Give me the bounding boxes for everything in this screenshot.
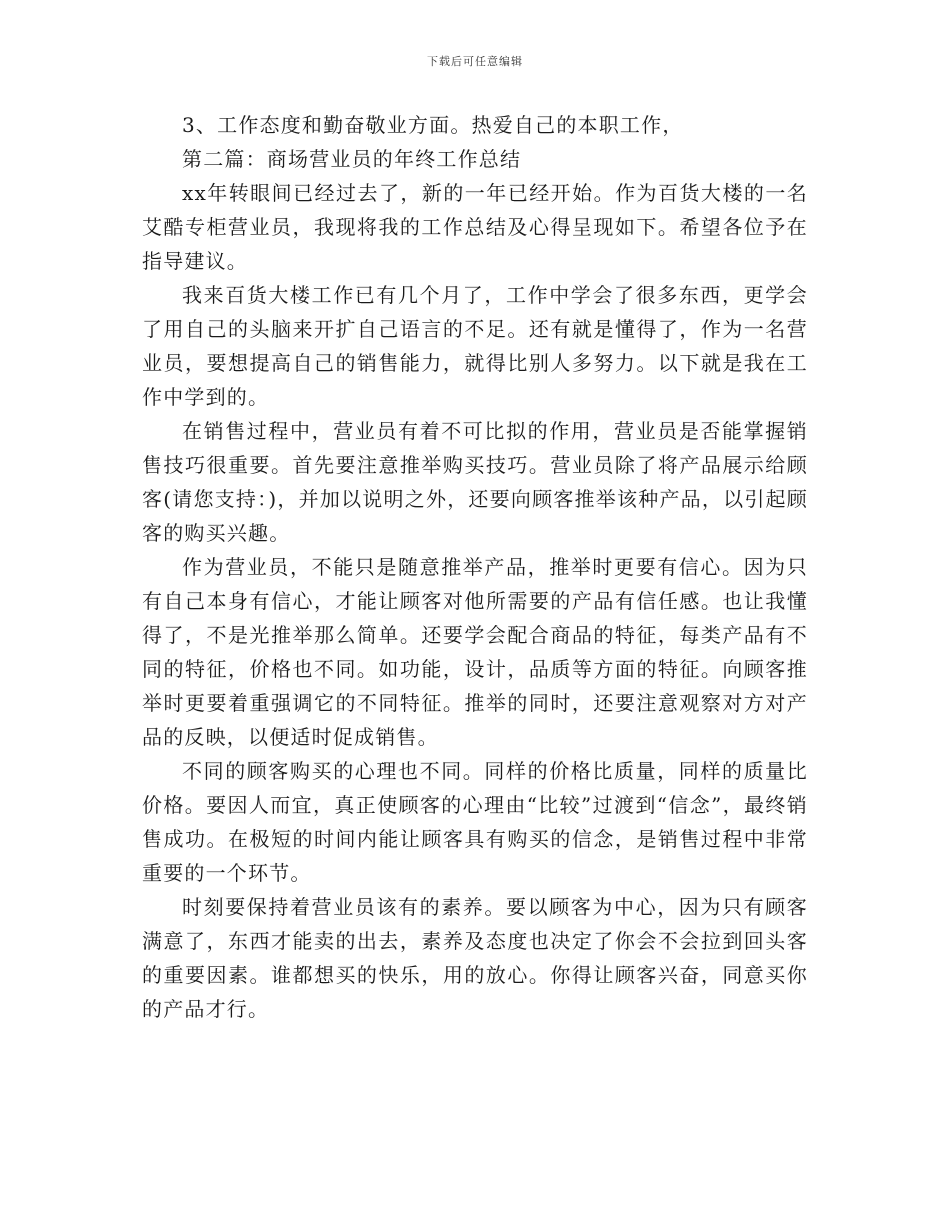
paragraph: 不同的顾客购买的心理也不同。同样的价格比质量，同样的质量比价格。要因人而宜，真正使顾客的心理由“比较”过渡到“信念”，最终销售成功。在极短的时间内能让顾客具有购买的信念，是销售过程中非常重要的一个环节。 [142, 759, 808, 885]
paragraph: 在销售过程中，营业员有着不可比拟的作用，营业员是否能掌握销售技巧很重要。首先要注意推举购买技巧。营业员除了将产品展示给顾客(请您支持：)，并加以说明之外，还要向顾客推举该种产品，以引起顾客的购买兴趣。 [142, 419, 808, 545]
paragraph: xx年转眼间已经过去了，新的一年已经开始。作为百货大楼的一名艾酷专柜营业员，我现将我的工作总结及心得呈现如下。希望各位予在指导建议。 [142, 181, 808, 273]
header-note: 下载后可任意编辑 [427, 55, 523, 68]
document-body [142, 108, 808, 1026]
paragraph-work-attitude: 3、工作态度和勤奋敬业方面。热爱自己的本职工作， [182, 113, 684, 137]
section-title: 第二篇：商场营业员的年终工作总结 [182, 147, 522, 171]
paragraph: 作为营业员，不能只是随意推举产品，推举时更要有信心。因为只有自己本身有信心，才能让顾客对他所需要的产品有信任感。也让我懂得了，不是光推举那么简单。还要学会配合商品的特征，每类产品有不同的特征，价格也不同。如功能，设计，品质等方面的特征。向顾客推举时更要着重强调它的不同特征。推举的同时，还要注意观察对方对产品的反映，以便适时促成销售。 [142, 555, 808, 749]
paragraph: 时刻要保持着营业员该有的素养。要以顾客为中心，因为只有顾客满意了，东西才能卖的出去，素养及态度也决定了你会不会拉到回头客的重要因素。谁都想买的快乐，用的放心。你得让顾客兴奋，同意买你的产品才行。 [142, 895, 808, 1021]
paragraph: 我来百货大楼工作已有几个月了，工作中学会了很多东西，更学会了用自己的头脑来开扩自己语言的不足。还有就是懂得了，作为一名营业员，要想提高自己的销售能力，就得比别人多努力。以下就是我在工作中学到的。 [142, 283, 808, 409]
